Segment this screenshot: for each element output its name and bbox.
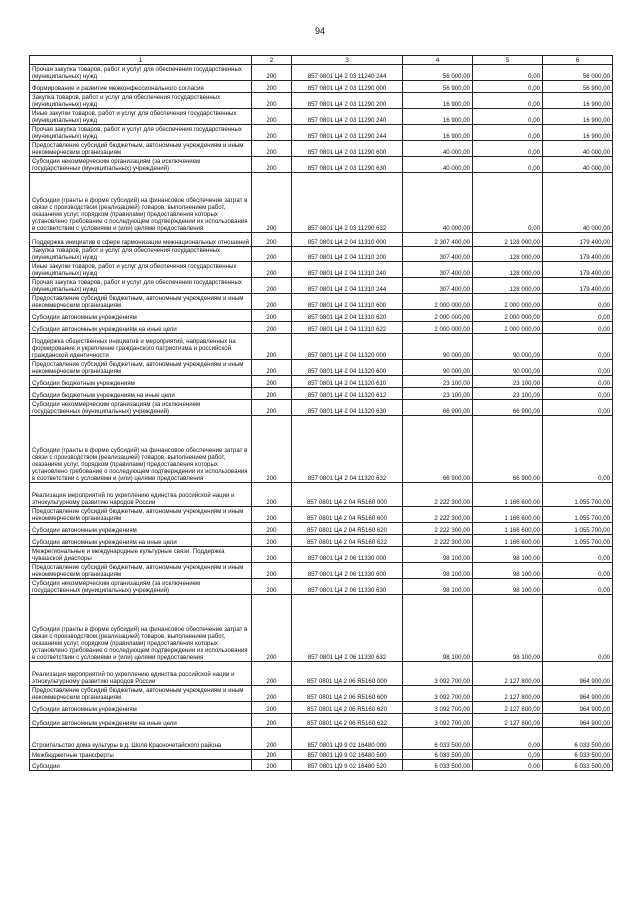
row-code-cell: 857 0801 Ц4 2 04 11310 200 xyxy=(292,247,403,262)
row-group-cell: 200 xyxy=(252,141,292,157)
row-value-4-cell: 3 092 700,00 xyxy=(403,702,473,714)
row-value-5-cell: 1 166 600,00 xyxy=(473,483,543,507)
row-value-5-cell: 128 000,00 xyxy=(473,278,543,294)
table-row xyxy=(30,400,613,416)
row-name-cell: Субсидии бюджетным учреждениям xyxy=(30,376,252,388)
row-group-cell: 200 xyxy=(252,65,292,81)
table-row xyxy=(30,760,613,771)
row-value-6-cell: 16 900,00 xyxy=(543,125,613,141)
row-code-cell: 857 0801 Ц4 2 03 11290 630 xyxy=(292,157,403,173)
row-group-cell: 200 xyxy=(252,247,292,262)
row-value-4-cell: 2 000 000,00 xyxy=(403,294,473,310)
row-value-4-cell: 40 000,00 xyxy=(403,157,473,173)
row-name-cell: Формирование и развитие межконфессионального согласия xyxy=(30,81,252,93)
row-name-cell: Субсидии (гранты в форме субсидий) на финансовое обеспечение затрат в связи с производством (реализацией) товаров, выполнением работ, оказанием услуг, порядком (правилами) предоставления которых установлено требование о последующем подтверждении их использования в соответствии с условиями и (или) целями предоставления xyxy=(30,173,252,233)
row-code-cell: 857 0801 Ц4 2 04 R5160 622 xyxy=(292,535,403,547)
row-name-cell: Субсидии автономным учреждениям на иные цели xyxy=(30,322,252,334)
row-value-5-cell: 0,00 xyxy=(473,93,543,109)
row-code-cell: 857 0801 Ц4 2 06 11330 000 xyxy=(292,547,403,563)
page-number: 94 xyxy=(314,26,325,36)
table-row xyxy=(30,483,613,507)
row-value-4-cell: 56 900,00 xyxy=(403,81,473,93)
table-row xyxy=(30,579,613,595)
row-value-4-cell: 66 900,00 xyxy=(403,400,473,416)
row-value-4-cell: 6 033 500,00 xyxy=(403,728,473,750)
row-name-cell: Субсидии автономным учреждениям xyxy=(30,310,252,322)
row-code-cell: 857 0801 Ц4 2 04 11310 620 xyxy=(292,310,403,322)
row-value-6-cell: 179 400,00 xyxy=(543,247,613,262)
row-value-6-cell: 0,00 xyxy=(543,322,613,334)
row-value-6-cell: 6 033 500,00 xyxy=(543,728,613,750)
row-code-cell: 857 0801 Ц4 2 06 11330 632 xyxy=(292,595,403,662)
col-header-3: 3 xyxy=(292,56,403,65)
table-row xyxy=(30,535,613,547)
row-name-cell: Предоставление субсидий бюджетным, автономным учреждениям и иным некоммерческим организациям xyxy=(30,360,252,376)
row-value-5-cell: 2 127 800,00 xyxy=(473,702,543,714)
row-value-4-cell: 23 100,00 xyxy=(403,388,473,400)
row-group-cell: 200 xyxy=(252,547,292,563)
row-name-cell: Иные закупки товаров, работ и услуг для обеспечения государственных (муниципальных) нужд xyxy=(30,109,252,125)
header-row xyxy=(30,56,613,65)
row-value-4-cell: 307 400,00 xyxy=(403,262,473,278)
table-row xyxy=(30,262,613,278)
row-name-cell: Прочая закупка товаров, работ и услуг для обеспечения государственных (муниципальных) нужд xyxy=(30,65,252,81)
row-code-cell: 857 0801 Ц4 2 03 11290 200 xyxy=(292,93,403,109)
row-value-4-cell: 16 900,00 xyxy=(403,109,473,125)
row-value-4-cell: 2 222 300,00 xyxy=(403,535,473,547)
row-value-5-cell: 66 900,00 xyxy=(473,400,543,416)
budget-table xyxy=(29,55,613,771)
row-code-cell: 857 0801 Ц4 2 04 11310 600 xyxy=(292,294,403,310)
row-value-5-cell: 98 100,00 xyxy=(473,547,543,563)
row-value-4-cell: 23 100,00 xyxy=(403,376,473,388)
row-group-cell: 200 xyxy=(252,157,292,173)
table-row xyxy=(30,702,613,714)
row-code-cell: 857 0801 Ц4 2 04 11310 622 xyxy=(292,322,403,334)
row-value-6-cell: 0,00 xyxy=(543,547,613,563)
row-group-cell: 200 xyxy=(252,535,292,547)
row-name-cell: Предоставление субсидий бюджетным, автономным учреждениям и иным некоммерческим организациям xyxy=(30,507,252,523)
row-code-cell: 857 0801 Ц4 2 04 R5160 000 xyxy=(292,483,403,507)
row-value-5-cell: 1 166 600,00 xyxy=(473,523,543,535)
row-value-5-cell: 128 000,00 xyxy=(473,247,543,262)
row-name-cell: Строительство дома культуры в д. Шоля Красночетайского района xyxy=(30,728,252,750)
row-value-6-cell: 0,00 xyxy=(543,360,613,376)
table-row xyxy=(30,507,613,523)
row-name-cell: Субсидии некоммерческим организациям (за исключением государственных (муниципальных) учреждений) xyxy=(30,400,252,416)
row-value-4-cell: 3 092 700,00 xyxy=(403,662,473,686)
col-header-5: 5 xyxy=(473,56,543,65)
table-row xyxy=(30,141,613,157)
row-value-5-cell: 0,00 xyxy=(473,65,543,81)
row-value-5-cell: 1 166 600,00 xyxy=(473,507,543,523)
row-value-4-cell: 2 222 300,00 xyxy=(403,523,473,535)
row-value-6-cell: 0,00 xyxy=(543,595,613,662)
row-name-cell: Иные закупки товаров, работ и услуг для обеспечения государственных (муниципальных) нужд xyxy=(30,262,252,278)
row-name-cell: Субсидии автономным учреждениям на иные цели xyxy=(30,535,252,547)
row-value-4-cell: 90 000,00 xyxy=(403,360,473,376)
row-code-cell: 857 0801 Ц4 2 04 11320 632 xyxy=(292,416,403,483)
row-code-cell: 857 0801 Ц4 2 06 R5160 622 xyxy=(292,714,403,728)
row-value-6-cell: 0,00 xyxy=(543,310,613,322)
col-header-2: 2 xyxy=(252,56,292,65)
row-value-5-cell: 2 127 800,00 xyxy=(473,662,543,686)
row-value-6-cell: 964 900,00 xyxy=(543,662,613,686)
row-value-6-cell: 179 400,00 xyxy=(543,278,613,294)
row-group-cell: 200 xyxy=(252,483,292,507)
table-row xyxy=(30,388,613,400)
row-value-6-cell: 6 033 500,00 xyxy=(543,750,613,760)
row-code-cell: 857 0801 Ц4 2 04 11320 600 xyxy=(292,360,403,376)
row-value-5-cell: 128 000,00 xyxy=(473,262,543,278)
row-value-5-cell: 0,00 xyxy=(473,750,543,760)
row-value-4-cell: 6 033 500,00 xyxy=(403,760,473,771)
row-code-cell: 857 0801 Ц4 2 03 11290 632 xyxy=(292,173,403,233)
row-code-cell: 857 0801 Ц4 2 04 11320 630 xyxy=(292,400,403,416)
row-name-cell: Субсидии (гранты в форме субсидий) на финансовое обеспечение затрат в связи с производством (реализацией) товаров, выполнением работ, оказанием услуг, порядком (правилами) предоставления которых установлено требование о последующем подтверждении их использования в соответствии с условиями и (или) целями предоставления xyxy=(30,595,252,662)
col-header-4: 4 xyxy=(403,56,473,65)
table-row xyxy=(30,662,613,686)
row-group-cell: 200 xyxy=(252,728,292,750)
row-value-6-cell: 56 900,00 xyxy=(543,81,613,93)
row-value-4-cell: 98 100,00 xyxy=(403,579,473,595)
table-row xyxy=(30,376,613,388)
row-code-cell: 857 0801 Ц4 2 03 11240 244 xyxy=(292,65,403,81)
row-value-6-cell: 1 055 700,00 xyxy=(543,507,613,523)
table-row xyxy=(30,322,613,334)
table-row xyxy=(30,686,613,702)
table-row xyxy=(30,157,613,173)
row-value-4-cell: 56 000,00 xyxy=(403,65,473,81)
row-name-cell: Закупка товаров, работ и услуг для обеспечения государственных (муниципальных) нужд xyxy=(30,93,252,109)
row-name-cell: Субсидии некоммерческим организациям (за исключением государственных (муниципальных) учреждений) xyxy=(30,157,252,173)
row-value-4-cell: 2 000 000,00 xyxy=(403,310,473,322)
row-code-cell: 857 0801 Ц9 9 02 16480 000 xyxy=(292,728,403,750)
row-group-cell: 200 xyxy=(252,388,292,400)
row-value-5-cell: 98 100,00 xyxy=(473,563,543,579)
row-value-5-cell: 2 127 800,00 xyxy=(473,686,543,702)
row-name-cell: Поддержка инициатив в сфере гармонизации межнациональных отношений xyxy=(30,233,252,247)
table-row xyxy=(30,65,613,81)
row-value-6-cell: 40 000,00 xyxy=(543,173,613,233)
row-group-cell: 200 xyxy=(252,523,292,535)
table-row xyxy=(30,294,613,310)
row-code-cell: 857 0801 Ц4 2 06 R5160 000 xyxy=(292,662,403,686)
row-value-6-cell: 179 400,00 xyxy=(543,233,613,247)
row-value-4-cell: 6 033 500,00 xyxy=(403,750,473,760)
row-name-cell: Предоставление субсидий бюджетным, автономным учреждениям и иным некоммерческим организациям xyxy=(30,686,252,702)
row-value-4-cell: 66 900,00 xyxy=(403,416,473,483)
row-value-4-cell: 98 100,00 xyxy=(403,547,473,563)
row-value-4-cell: 98 100,00 xyxy=(403,595,473,662)
row-name-cell: Предоставление субсидий бюджетным, автономным учреждениям и иным некоммерческим организациям xyxy=(30,563,252,579)
row-value-6-cell: 1 055 700,00 xyxy=(543,523,613,535)
table-row xyxy=(30,310,613,322)
row-code-cell: 857 0801 Ц4 2 06 11330 600 xyxy=(292,563,403,579)
row-value-6-cell: 0,00 xyxy=(543,294,613,310)
row-value-6-cell: 40 000,00 xyxy=(543,141,613,157)
row-value-6-cell: 0,00 xyxy=(543,563,613,579)
row-value-4-cell: 16 900,00 xyxy=(403,93,473,109)
table-row xyxy=(30,173,613,233)
row-value-6-cell: 16 900,00 xyxy=(543,109,613,125)
table-row xyxy=(30,595,613,662)
row-value-5-cell: 98 100,00 xyxy=(473,595,543,662)
row-group-cell: 200 xyxy=(252,233,292,247)
table-row xyxy=(30,523,613,535)
table-row xyxy=(30,233,613,247)
row-value-5-cell: 66 900,00 xyxy=(473,416,543,483)
row-name-cell: Прочая закупка товаров, работ и услуг для обеспечения государственных (муниципальных) нужд xyxy=(30,125,252,141)
row-name-cell: Закупка товаров, работ и услуг для обеспечения государственных (муниципальных) нужд xyxy=(30,247,252,262)
row-value-5-cell: 23 100,00 xyxy=(473,376,543,388)
row-code-cell: 857 0801 Ц4 2 03 11290 600 xyxy=(292,141,403,157)
row-value-5-cell: 0,00 xyxy=(473,157,543,173)
row-code-cell: 857 0801 Ц4 2 03 11290 000 xyxy=(292,81,403,93)
row-value-5-cell: 2 000 000,00 xyxy=(473,310,543,322)
table-row xyxy=(30,360,613,376)
row-value-4-cell: 307 400,00 xyxy=(403,278,473,294)
row-group-cell: 200 xyxy=(252,400,292,416)
row-group-cell: 200 xyxy=(252,563,292,579)
row-group-cell: 200 xyxy=(252,294,292,310)
row-value-6-cell: 1 055 700,00 xyxy=(543,483,613,507)
table-row xyxy=(30,81,613,93)
row-name-cell: Реализация мероприятий по укреплению единства российской нации и этнокультурному развитию народов России xyxy=(30,483,252,507)
row-value-6-cell: 0,00 xyxy=(543,388,613,400)
row-code-cell: 857 0801 Ц4 2 04 11320 612 xyxy=(292,388,403,400)
row-name-cell: Субсидии некоммерческим организациям (за исключением государственных (муниципальных) учреждений) xyxy=(30,579,252,595)
row-name-cell: Субсидии xyxy=(30,760,252,771)
row-group-cell: 200 xyxy=(252,125,292,141)
row-value-5-cell: 2 127 800,00 xyxy=(473,714,543,728)
row-value-4-cell: 90 000,00 xyxy=(403,334,473,360)
col-header-1: 1 xyxy=(30,56,252,65)
row-group-cell: 200 xyxy=(252,278,292,294)
row-name-cell: Реализация мероприятий по укреплению единства российской нации и этнокультурному развитию народов России xyxy=(30,662,252,686)
row-value-5-cell: 23 100,00 xyxy=(473,388,543,400)
table-row xyxy=(30,714,613,728)
row-group-cell: 200 xyxy=(252,760,292,771)
row-group-cell: 200 xyxy=(252,579,292,595)
row-value-6-cell: 16 900,00 xyxy=(543,93,613,109)
row-name-cell: Субсидии автономным учреждениям xyxy=(30,523,252,535)
row-name-cell: Субсидии (гранты в форме субсидий) на финансовое обеспечение затрат в связи с производством (реализацией) товаров, выполнением работ, оказанием услуг, порядком (правилами) предоставления которых установлено требование о последующем подтверждении их использования в соответствии с условиями и (или) целями предоставления xyxy=(30,416,252,483)
row-group-cell: 200 xyxy=(252,310,292,322)
row-group-cell: 200 xyxy=(252,334,292,360)
table-row xyxy=(30,109,613,125)
row-value-6-cell: 6 033 500,00 xyxy=(543,760,613,771)
row-code-cell: 857 0801 Ц4 2 04 11310 000 xyxy=(292,233,403,247)
row-value-5-cell: 0,00 xyxy=(473,760,543,771)
row-group-cell: 200 xyxy=(252,173,292,233)
row-code-cell: 857 0801 Ц4 2 04 R5160 620 xyxy=(292,523,403,535)
row-value-5-cell: 0,00 xyxy=(473,728,543,750)
row-value-4-cell: 2 000 000,00 xyxy=(403,322,473,334)
row-group-cell: 200 xyxy=(252,686,292,702)
row-name-cell: Поддержка общественных инициатив и мероприятий, направленных на формирование и укрепление гражданского патриотизма и российской гражданской идентичности xyxy=(30,334,252,360)
row-value-6-cell: 964 900,00 xyxy=(543,686,613,702)
table-row xyxy=(30,125,613,141)
row-value-5-cell: 90 000,00 xyxy=(473,334,543,360)
row-value-5-cell: 0,00 xyxy=(473,173,543,233)
row-value-6-cell: 179 400,00 xyxy=(543,262,613,278)
row-name-cell: Прочая закупка товаров, работ и услуг для обеспечения государственных (муниципальных) нужд xyxy=(30,278,252,294)
row-code-cell: 857 0801 Ц9 9 02 16480 520 xyxy=(292,760,403,771)
row-code-cell: 857 0801 Ц4 2 04 11310 240 xyxy=(292,262,403,278)
row-name-cell: Предоставление субсидий бюджетным, автономным учреждениям и иным некоммерческим организациям xyxy=(30,141,252,157)
row-value-5-cell: 2 000 000,00 xyxy=(473,294,543,310)
row-value-6-cell: 964 900,00 xyxy=(543,714,613,728)
table-row xyxy=(30,334,613,360)
row-group-cell: 200 xyxy=(252,376,292,388)
row-value-5-cell: 98 100,00 xyxy=(473,579,543,595)
row-name-cell: Субсидии автономным учреждениям xyxy=(30,702,252,714)
row-value-4-cell: 2 307 400,00 xyxy=(403,233,473,247)
row-value-4-cell: 2 222 300,00 xyxy=(403,507,473,523)
row-name-cell: Межбюджетные трансферты xyxy=(30,750,252,760)
row-value-6-cell: 964 900,00 xyxy=(543,702,613,714)
row-value-4-cell: 2 222 300,00 xyxy=(403,483,473,507)
row-code-cell: 857 0801 Ц4 2 03 11290 240 xyxy=(292,109,403,125)
row-value-5-cell: 0,00 xyxy=(473,81,543,93)
table-row xyxy=(30,93,613,109)
row-value-4-cell: 3 092 700,00 xyxy=(403,686,473,702)
row-value-5-cell: 2 000 000,00 xyxy=(473,322,543,334)
row-value-6-cell: 0,00 xyxy=(543,376,613,388)
row-group-cell: 200 xyxy=(252,322,292,334)
table-row xyxy=(30,416,613,483)
row-value-6-cell: 0,00 xyxy=(543,334,613,360)
row-value-6-cell: 0,00 xyxy=(543,416,613,483)
row-code-cell: 857 0801 Ц4 2 06 11330 630 xyxy=(292,579,403,595)
row-value-6-cell: 0,00 xyxy=(543,579,613,595)
row-code-cell: 857 0801 Ц4 2 06 R5160 600 xyxy=(292,686,403,702)
row-group-cell: 200 xyxy=(252,81,292,93)
row-value-4-cell: 3 092 700,00 xyxy=(403,714,473,728)
row-value-4-cell: 307 400,00 xyxy=(403,247,473,262)
row-value-4-cell: 40 000,00 xyxy=(403,141,473,157)
row-value-5-cell: 0,00 xyxy=(473,109,543,125)
row-value-6-cell: 40 000,00 xyxy=(543,157,613,173)
row-value-5-cell: 2 128 000,00 xyxy=(473,233,543,247)
row-value-5-cell: 90 000,00 xyxy=(473,360,543,376)
row-group-cell: 200 xyxy=(252,93,292,109)
row-code-cell: 857 0801 Ц4 2 04 11320 610 xyxy=(292,376,403,388)
row-value-4-cell: 40 000,00 xyxy=(403,173,473,233)
row-group-cell: 200 xyxy=(252,507,292,523)
table-row xyxy=(30,547,613,563)
row-name-cell: Субсидии автономным учреждениям на иные цели xyxy=(30,714,252,728)
row-code-cell: 857 0801 Ц4 2 03 11290 244 xyxy=(292,125,403,141)
row-value-5-cell: 0,00 xyxy=(473,125,543,141)
row-group-cell: 200 xyxy=(252,750,292,760)
row-code-cell: 857 0801 Ц9 9 02 16480 500 xyxy=(292,750,403,760)
row-name-cell: Предоставление субсидий бюджетным, автономным учреждениям и иным некоммерческим организациям xyxy=(30,294,252,310)
row-group-cell: 200 xyxy=(252,262,292,278)
row-code-cell: 857 0801 Ц4 2 04 11320 000 xyxy=(292,334,403,360)
table-row xyxy=(30,247,613,262)
table-row xyxy=(30,278,613,294)
row-group-cell: 200 xyxy=(252,360,292,376)
table-row xyxy=(30,728,613,750)
row-group-cell: 200 xyxy=(252,109,292,125)
row-group-cell: 200 xyxy=(252,416,292,483)
table-row xyxy=(30,563,613,579)
row-code-cell: 857 0801 Ц4 2 04 R5160 600 xyxy=(292,507,403,523)
table-row xyxy=(30,750,613,760)
row-name-cell: Субсидии бюджетным учреждениям на иные цели xyxy=(30,388,252,400)
row-value-4-cell: 98 100,00 xyxy=(403,563,473,579)
row-code-cell: 857 0801 Ц4 2 06 R5160 620 xyxy=(292,702,403,714)
row-value-6-cell: 1 055 700,00 xyxy=(543,535,613,547)
row-value-5-cell: 0,00 xyxy=(473,141,543,157)
row-group-cell: 200 xyxy=(252,702,292,714)
row-name-cell: Межрегиональные и международные культурные связи. Поддержка чувашской диаспоры xyxy=(30,547,252,563)
row-value-6-cell: 56 000,00 xyxy=(543,65,613,81)
table-body xyxy=(30,65,613,771)
row-group-cell: 200 xyxy=(252,662,292,686)
col-header-6: 6 xyxy=(543,56,613,65)
row-code-cell: 857 0801 Ц4 2 04 11310 244 xyxy=(292,278,403,294)
row-group-cell: 200 xyxy=(252,595,292,662)
row-group-cell: 200 xyxy=(252,714,292,728)
row-value-5-cell: 1 166 600,00 xyxy=(473,535,543,547)
row-value-6-cell: 0,00 xyxy=(543,400,613,416)
row-value-4-cell: 16 900,00 xyxy=(403,125,473,141)
